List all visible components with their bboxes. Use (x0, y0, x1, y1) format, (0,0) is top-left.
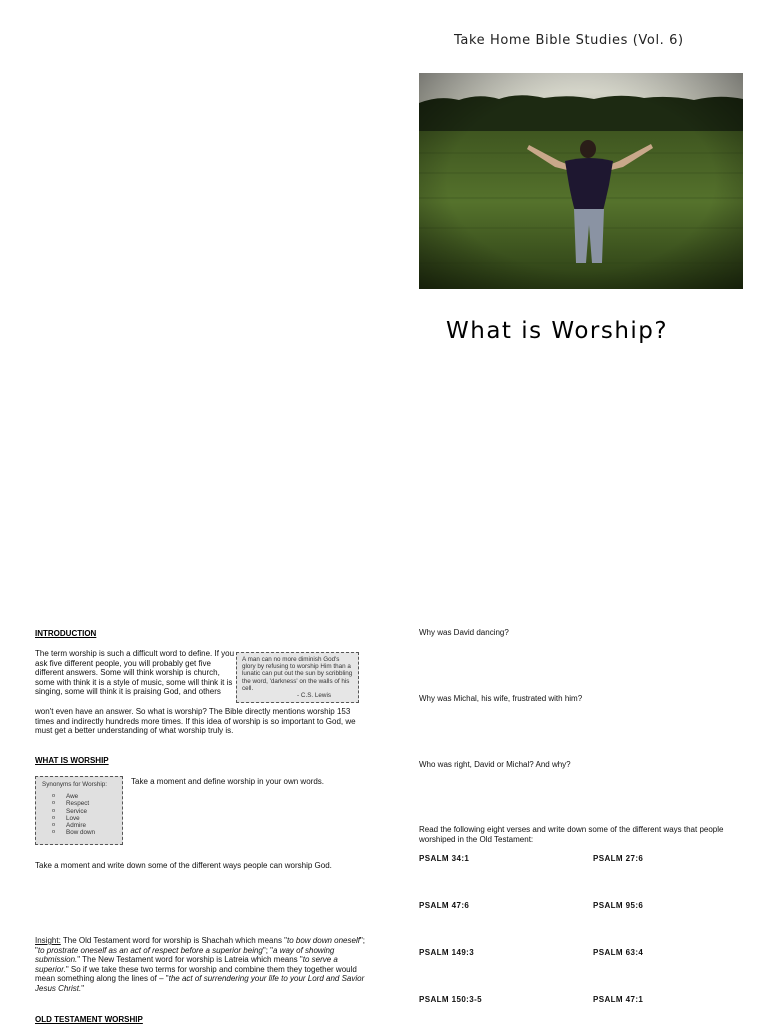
synonym-item: o Service (52, 808, 116, 815)
verse-reference: PSALM 34:1 (419, 854, 470, 863)
synonym-item: o Admire (52, 822, 116, 829)
introduction-heading: INTRODUCTION (35, 629, 97, 638)
verse-reference: PSALM 47:1 (593, 995, 644, 1004)
insight-emphasis: to bow down oneself (287, 936, 360, 945)
insight-text: " (81, 983, 85, 993)
series-title: Take Home Bible Studies (Vol. 6) (454, 33, 684, 48)
synonyms-list (42, 793, 116, 836)
question-who-was-right: Who was right, David or Michal? And why? (419, 760, 571, 769)
insight-text: " So if we take these two terms for worship and combine them they together would mean something along the lines of – " (35, 964, 357, 983)
verse-reference: PSALM 95:6 (593, 901, 644, 910)
insight-emphasis: to serve a superior. (35, 955, 338, 974)
question-michal-frustrated: Why was Michal, his wife, frustrated with him? (419, 694, 583, 703)
introduction-paragraph: The term worship is such a difficult word to define. If you ask five different people, you will probably get five different answers. Some will think worship is church, some with think it is a style of music, some will think it is singing, some will think it is praising God, and others (35, 649, 235, 696)
quote-attribution: - C.S. Lewis (297, 692, 331, 700)
page-title: What is Worship? (446, 318, 669, 344)
what-is-worship-heading: WHAT IS WORSHIP (35, 756, 109, 765)
insight-paragraph (35, 936, 373, 993)
insight-emphasis: to prostrate oneself as an act of respect before a superior being (37, 945, 263, 955)
reading-instruction: Read the following eight verses and write down some of the different ways that people worshiped in the Old Testament: (419, 825, 724, 844)
insight-emphasis: a way of showing submission. (35, 945, 335, 964)
synonym-item: o Bow down (52, 829, 116, 836)
insight-label: Insight: (35, 936, 61, 945)
verse-reference: PSALM 63:4 (593, 948, 644, 957)
insight-text: "; " (262, 945, 273, 955)
verse-reference: PSALM 149:3 (419, 948, 475, 957)
synonym-item: o Awe (52, 793, 116, 800)
question-david-dancing: Why was David dancing? (419, 628, 509, 637)
old-testament-heading: OLD TESTAMENT WORSHIP (35, 1015, 143, 1024)
synonyms-title: Synonyms for Worship: (42, 781, 107, 788)
verse-reference: PSALM 47:6 (419, 901, 470, 910)
photo-illustration (419, 73, 743, 289)
quote-text: A man can no more diminish God's glory by refusing to worship Him than a lunatic can put out the sun by scribbling the word, 'darkness' on the walls of his cell. (242, 656, 353, 692)
synonym-item: o Respect (52, 800, 116, 807)
insight-emphasis: the act of surrendering your life to your Lord and Savior Jesus Christ. (35, 974, 365, 993)
insight-text: The Old Testament word for worship is Shachah which means " (60, 936, 288, 945)
insight-text: " The New Testament word for worship is Latreia which means " (77, 955, 303, 964)
synonym-item: o Love (52, 815, 116, 822)
worship-field-photo (419, 73, 743, 289)
worship-ways-prompt: Take a moment and write down some of the different ways people can worship God. (35, 861, 332, 870)
verse-reference: PSALM 150:3-5 (419, 995, 482, 1004)
define-worship-prompt: Take a moment and define worship in your own words. (131, 777, 324, 786)
insight-text: "; " (35, 936, 366, 955)
synonyms-box (35, 776, 123, 845)
quote-box (236, 652, 359, 703)
introduction-paragraph-continued: won't even have an answer. So what is worship? The Bible directly mentions worship 153 times and indirectly hundreds more times. If this idea of worship is so important to God, we must get a better understanding of what worship truly is. (35, 707, 356, 735)
verse-reference: PSALM 27:6 (593, 854, 644, 863)
